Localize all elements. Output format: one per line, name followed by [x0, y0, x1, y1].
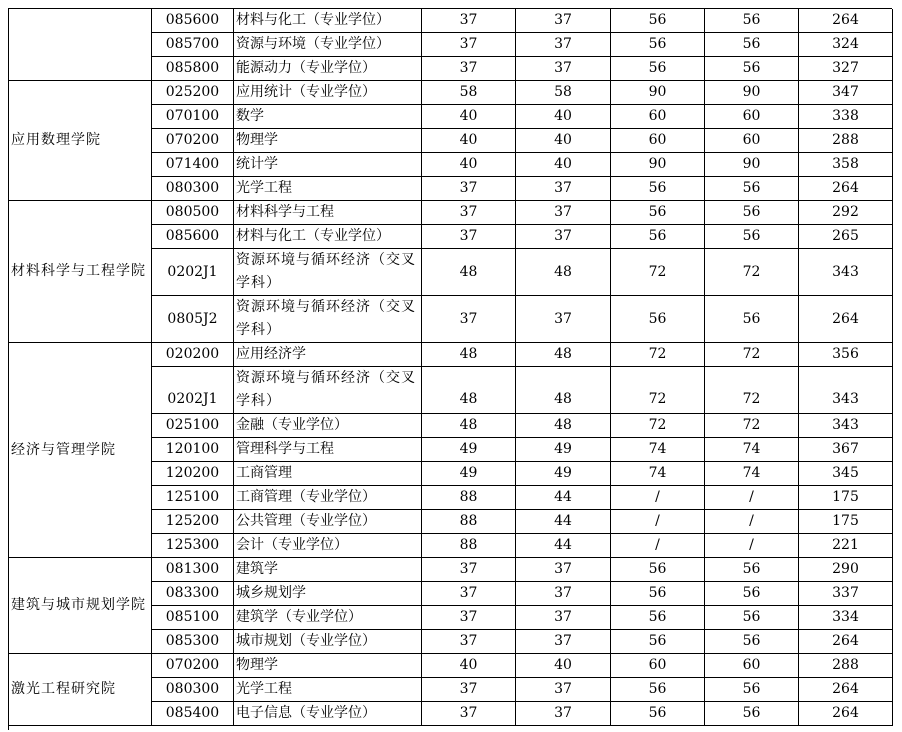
cell-score-c: 72 — [611, 343, 705, 367]
cell-total: 175 — [799, 510, 893, 534]
cell-score-d: 56 — [705, 225, 799, 249]
cell-score-a: 49 — [422, 462, 516, 486]
cell-score-c: 60 — [611, 129, 705, 153]
cell-code: 025100 — [152, 414, 234, 438]
cell-major: 物理学 — [234, 129, 422, 153]
cell-major: 公共管理（专业学位） — [234, 510, 422, 534]
cell-score-c: 56 — [611, 558, 705, 582]
cell-score-d: 72 — [705, 367, 799, 414]
cell-score-c: 56 — [611, 630, 705, 654]
cell-score-c: 90 — [611, 153, 705, 177]
cell-score-c: 56 — [611, 33, 705, 57]
cell-score-c: 90 — [611, 81, 705, 105]
cell-score-a: 37 — [422, 558, 516, 582]
cell-score-d: 60 — [705, 129, 799, 153]
cell-score-d: 72 — [705, 343, 799, 367]
cell-score-d: 56 — [705, 177, 799, 201]
cell-score-b: 48 — [516, 249, 611, 296]
cell-score-b: 40 — [516, 129, 611, 153]
cell-score-d: 72 — [705, 414, 799, 438]
cell-score-c: / — [611, 486, 705, 510]
school-name: 材料科学与工程学院 — [9, 201, 152, 343]
school-name — [9, 9, 152, 81]
cell-code: 025200 — [152, 81, 234, 105]
school-name: 激光工程研究院 — [9, 654, 152, 726]
cell-score-b: 37 — [516, 678, 611, 702]
cell-score-c: 60 — [611, 654, 705, 678]
cell-major: 城市规划（专业学位） — [234, 630, 422, 654]
cell-score-d: 56 — [705, 678, 799, 702]
cell-score-b: 58 — [516, 81, 611, 105]
cell-major: 城乡规划学 — [234, 582, 422, 606]
cell-total: 288 — [799, 129, 893, 153]
cell-total: 264 — [799, 177, 893, 201]
cell-score-d: 56 — [705, 606, 799, 630]
cell-code: 080300 — [152, 678, 234, 702]
cell-score-b: 37 — [516, 630, 611, 654]
cell-score-b: 37 — [516, 33, 611, 57]
cell-total: 264 — [799, 702, 893, 726]
cell-score-c: / — [611, 510, 705, 534]
cell-score-c: / — [611, 534, 705, 558]
cell-score-c: 56 — [611, 201, 705, 225]
cell-score-b: 40 — [516, 153, 611, 177]
cell-code: 120100 — [152, 438, 234, 462]
cell-total: 264 — [799, 630, 893, 654]
cell-code: 071400 — [152, 153, 234, 177]
cell-score-b: 40 — [516, 105, 611, 129]
cell-score-c: 74 — [611, 462, 705, 486]
cell-score-b: 37 — [516, 558, 611, 582]
cell-score-a: 48 — [422, 249, 516, 296]
cell-score-b: 40 — [516, 654, 611, 678]
cell-score-a: 37 — [422, 9, 516, 33]
cell-score-c: 56 — [611, 296, 705, 343]
cell-major: 资源与环境（专业学位） — [234, 33, 422, 57]
cell-major: 工商管理 — [234, 462, 422, 486]
cell-major: 金融（专业学位） — [234, 414, 422, 438]
cell-score-a: 37 — [422, 177, 516, 201]
cell-score-c: 56 — [611, 57, 705, 81]
cell-score-d: 56 — [705, 630, 799, 654]
cell-score-d: 60 — [705, 654, 799, 678]
cell-score-b: 44 — [516, 510, 611, 534]
cell-score-b: 37 — [516, 606, 611, 630]
cell-score-a: 37 — [422, 630, 516, 654]
cell-major: 材料与化工（专业学位） — [234, 9, 422, 33]
cell-code: 085800 — [152, 57, 234, 81]
cell-score-c: 56 — [611, 606, 705, 630]
cell-score-c: 56 — [611, 225, 705, 249]
cell-score-c: 72 — [611, 367, 705, 414]
cell-score-c: 56 — [611, 177, 705, 201]
cell-code: 0202J1 — [152, 367, 234, 414]
cell-score-b: 37 — [516, 582, 611, 606]
cell-total: 265 — [799, 225, 893, 249]
cell-score-b: 44 — [516, 486, 611, 510]
cell-total: 264 — [799, 678, 893, 702]
cell-total: 175 — [799, 486, 893, 510]
school-name: 建筑与城市规划学院 — [9, 558, 152, 654]
cell-major: 建筑学（专业学位） — [234, 606, 422, 630]
cell-score-b: 49 — [516, 462, 611, 486]
cell-code: 120200 — [152, 462, 234, 486]
cell-score-c: 56 — [611, 702, 705, 726]
cell-total: 337 — [799, 582, 893, 606]
cell-major: 光学工程 — [234, 177, 422, 201]
cell-score-d: 56 — [705, 582, 799, 606]
cell-score-a: 88 — [422, 486, 516, 510]
cell-score-d: 72 — [705, 249, 799, 296]
cell-score-c: 72 — [611, 249, 705, 296]
cell-total: 288 — [799, 654, 893, 678]
cell-total: 345 — [799, 462, 893, 486]
cell-score-c: 56 — [611, 678, 705, 702]
cell-score-a: 37 — [422, 225, 516, 249]
cell-code: 070100 — [152, 105, 234, 129]
cell-score-a: 37 — [422, 296, 516, 343]
cell-major: 光学工程 — [234, 678, 422, 702]
cell-score-a: 40 — [422, 153, 516, 177]
cell-code: 083300 — [152, 582, 234, 606]
cell-score-d: 90 — [705, 153, 799, 177]
cell-score-d: 56 — [705, 296, 799, 343]
cell-major: 会计（专业学位） — [234, 534, 422, 558]
cell-score-c: 56 — [611, 9, 705, 33]
cell-total: 338 — [799, 105, 893, 129]
cell-score-c: 72 — [611, 414, 705, 438]
cell-score-b: 37 — [516, 57, 611, 81]
cell-code: 085600 — [152, 9, 234, 33]
cell-score-a: 88 — [422, 510, 516, 534]
cell-score-a: 40 — [422, 105, 516, 129]
cell-code: 085700 — [152, 33, 234, 57]
cell-total: 327 — [799, 57, 893, 81]
cell-score-a: 37 — [422, 57, 516, 81]
cell-code: 020200 — [152, 343, 234, 367]
cell-score-b: 37 — [516, 225, 611, 249]
cell-code: 085100 — [152, 606, 234, 630]
cell-total: 290 — [799, 558, 893, 582]
score-table — [8, 8, 892, 730]
cell-score-a: 37 — [422, 678, 516, 702]
cell-score-d: 60 — [705, 105, 799, 129]
school-name: 应用数理学院 — [9, 81, 152, 201]
cell-score-a: 48 — [422, 343, 516, 367]
cell-score-b: 37 — [516, 177, 611, 201]
cell-score-a: 37 — [422, 33, 516, 57]
cell-total: 343 — [799, 367, 893, 414]
cell-score-d: / — [705, 534, 799, 558]
cell-score-a: 40 — [422, 129, 516, 153]
cell-total: 343 — [799, 249, 893, 296]
cell-score-d: 56 — [705, 33, 799, 57]
cell-score-a: 37 — [422, 702, 516, 726]
cell-score-c: 56 — [611, 582, 705, 606]
cell-score-d: / — [705, 510, 799, 534]
cell-code: 085300 — [152, 630, 234, 654]
cell-code: 0805J2 — [152, 296, 234, 343]
cell-score-c: 74 — [611, 438, 705, 462]
cell-major: 材料科学与工程 — [234, 201, 422, 225]
cell-score-b: 48 — [516, 343, 611, 367]
cell-score-d: 56 — [705, 57, 799, 81]
cell-major: 应用统计（专业学位） — [234, 81, 422, 105]
cell-code: 085400 — [152, 702, 234, 726]
cell-score-b: 48 — [516, 367, 611, 414]
cell-score-a: 49 — [422, 438, 516, 462]
cell-total: 264 — [799, 296, 893, 343]
cell-code: 125100 — [152, 486, 234, 510]
cell-score-a: 40 — [422, 654, 516, 678]
cell-major: 材料与化工（专业学位） — [234, 225, 422, 249]
cell-major: 数学 — [234, 105, 422, 129]
cell-total: 347 — [799, 81, 893, 105]
cell-code: 085600 — [152, 225, 234, 249]
cell-major: 物理学 — [234, 654, 422, 678]
cell-major: 资源环境与循环经济（交叉学科） — [234, 249, 422, 296]
school-name: 经济与管理学院 — [9, 343, 152, 558]
cell-total: 343 — [799, 414, 893, 438]
cell-score-a: 37 — [422, 606, 516, 630]
cell-score-a: 48 — [422, 414, 516, 438]
cell-code: 080300 — [152, 177, 234, 201]
cell-major: 资源环境与循环经济（交叉学科） — [234, 296, 422, 343]
cell-major: 工商管理（专业学位） — [234, 486, 422, 510]
cell-score-a: 58 — [422, 81, 516, 105]
cell-code: 081300 — [152, 558, 234, 582]
cell-score-b: 49 — [516, 438, 611, 462]
cell-score-d: 56 — [705, 702, 799, 726]
cell-total: 324 — [799, 33, 893, 57]
cell-total: 334 — [799, 606, 893, 630]
cell-code: 0202J1 — [152, 249, 234, 296]
cell-total: 221 — [799, 534, 893, 558]
cell-score-b: 37 — [516, 702, 611, 726]
cell-score-a: 88 — [422, 534, 516, 558]
cell-score-b: 37 — [516, 9, 611, 33]
cell-major: 应用经济学 — [234, 343, 422, 367]
cell-total: 358 — [799, 153, 893, 177]
cell-major: 建筑学 — [234, 558, 422, 582]
cell-score-a: 37 — [422, 201, 516, 225]
cell-major: 资源环境与循环经济（交叉学科） — [234, 367, 422, 414]
cell-code: 125200 — [152, 510, 234, 534]
cell-score-b: 48 — [516, 414, 611, 438]
cell-total: 292 — [799, 201, 893, 225]
cell-major: 管理科学与工程 — [234, 438, 422, 462]
cell-score-b: 37 — [516, 201, 611, 225]
cell-score-d: 56 — [705, 9, 799, 33]
cell-score-b: 37 — [516, 296, 611, 343]
cell-score-d: 56 — [705, 201, 799, 225]
cell-score-d: 90 — [705, 81, 799, 105]
cell-total: 356 — [799, 343, 893, 367]
cell-score-d: 74 — [705, 438, 799, 462]
cell-code: 080500 — [152, 201, 234, 225]
cell-major: 电子信息（专业学位） — [234, 702, 422, 726]
cell-score-a: 48 — [422, 367, 516, 414]
cell-major: 统计学 — [234, 153, 422, 177]
cell-score-d: / — [705, 486, 799, 510]
cell-code: 070200 — [152, 129, 234, 153]
cell-score-c: 60 — [611, 105, 705, 129]
cell-score-d: 74 — [705, 462, 799, 486]
cell-code: 125300 — [152, 534, 234, 558]
cell-total: 264 — [799, 9, 893, 33]
cell-score-a: 37 — [422, 582, 516, 606]
cell-code: 070200 — [152, 654, 234, 678]
cell-score-b: 44 — [516, 534, 611, 558]
cell-score-d: 56 — [705, 558, 799, 582]
cell-total: 367 — [799, 438, 893, 462]
cell-major: 能源动力（专业学位） — [234, 57, 422, 81]
